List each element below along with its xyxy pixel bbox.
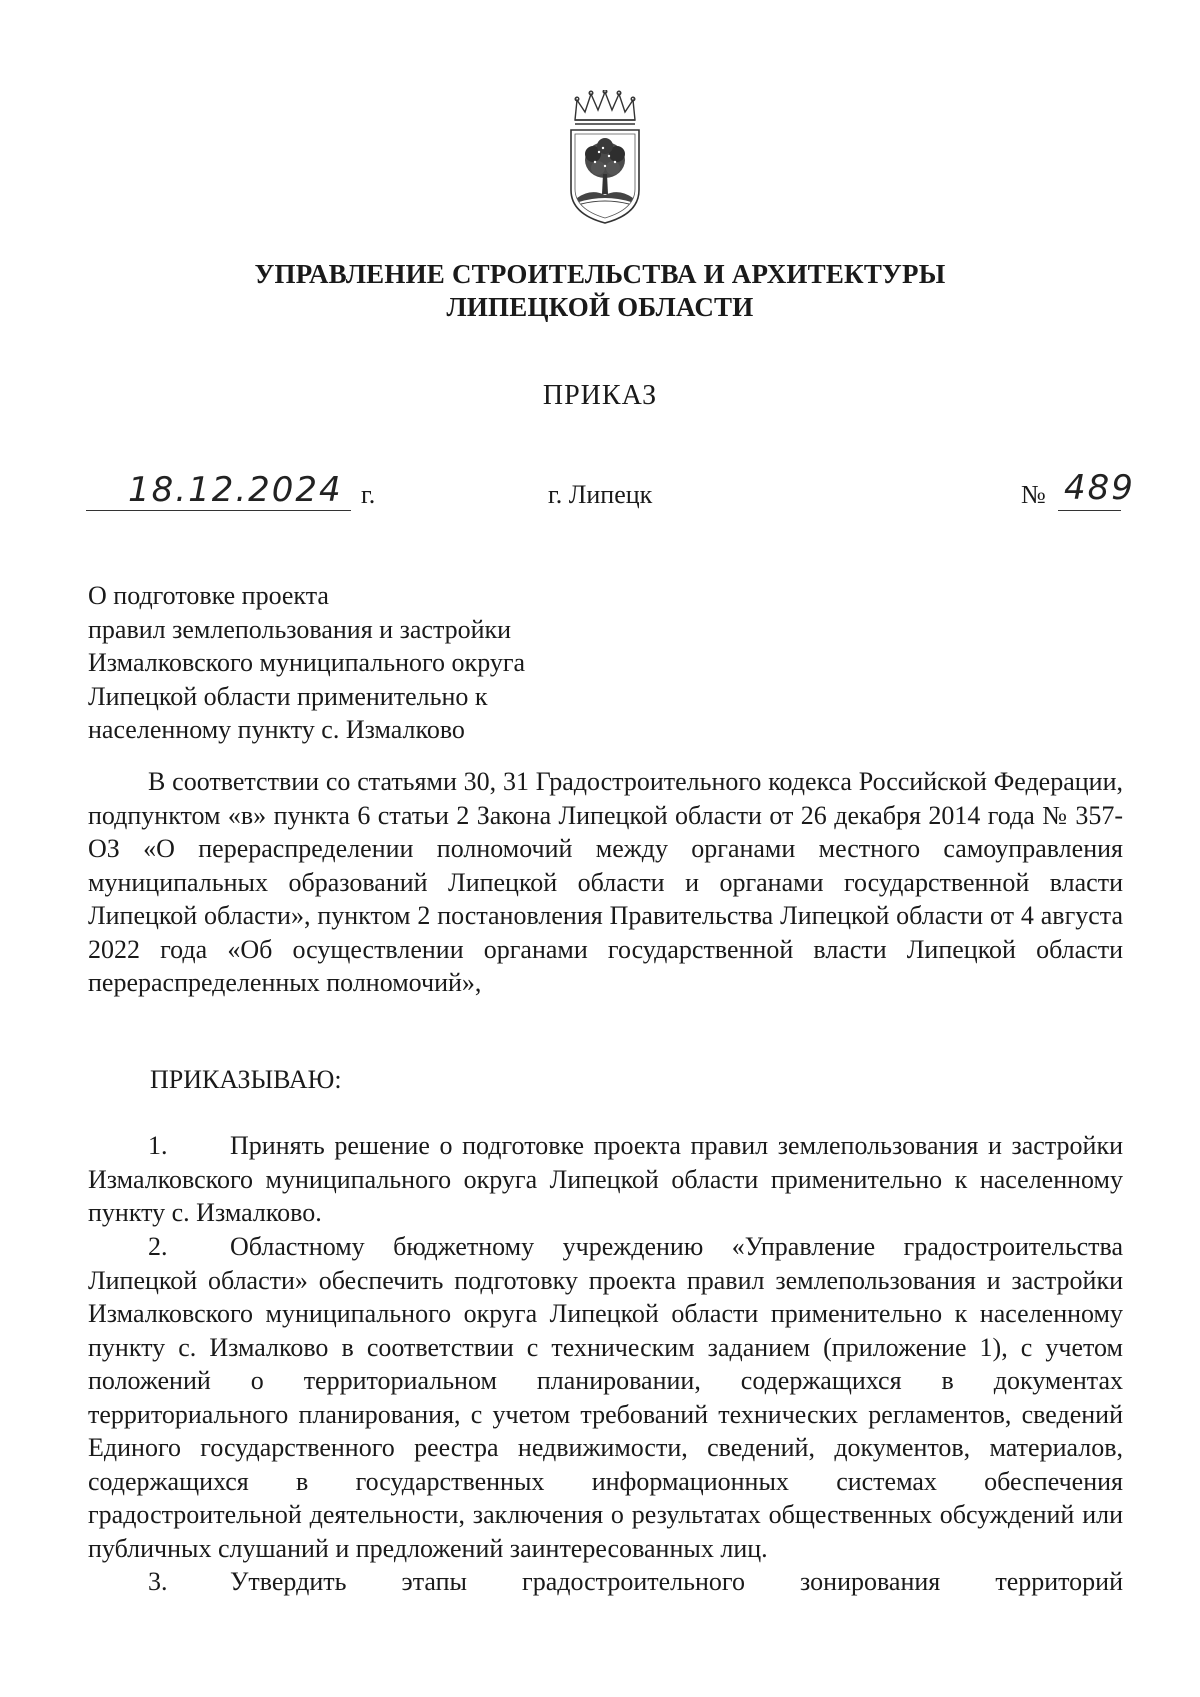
coat-of-arms-emblem — [565, 90, 645, 225]
order-item-text: Утвердить этапы градостроительного зонирования территорий — [230, 1567, 1123, 1596]
document-type: ПРИКАЗ — [542, 380, 658, 411]
order-item — [88, 1565, 1123, 1599]
organization-title-line-1: УПРАВЛЕНИЕ СТРОИТЕЛЬСТВА И АРХИТЕКТУРЫ — [254, 259, 946, 289]
order-word: ПРИКАЗЫВАЮ: — [150, 1065, 342, 1094]
order-item-number: 3. — [148, 1567, 168, 1596]
subject-line: правил землепользования и застройки — [88, 614, 512, 644]
handwritten-number: 489 — [1064, 468, 1135, 508]
legal-basis-paragraph: В соответствии со статьями 30, 31 Градостроительного кодекса Российской Федерации, подпунктом «в» пункта 6 статьи 2 Закона Липецкой области от 26 декабря 2014 года № 357-ОЗ «О перераспределении полномочий между органами местного самоуправления муниципальных образований Липецкой области и органами государственной власти Липецкой области», пунктом 2 постановления Правительства Липецкой области от 4 августа 2022 года «Об осуществлении органами государственной власти Липецкой области перераспределенных полномочий», — [88, 767, 1123, 997]
number-sign: № — [1021, 480, 1046, 509]
order-item-number: 1. — [148, 1131, 168, 1160]
subject-line: О подготовке проекта — [88, 581, 329, 610]
subject-line: Измалковского муниципального округа — [88, 648, 526, 677]
organization-title-line-2: ЛИПЕЦКОЙ ОБЛАСТИ — [446, 292, 754, 322]
subject-line: Липецкой области применительно к — [88, 681, 488, 711]
document-subject — [88, 579, 608, 747]
city-name: г. Липецк — [548, 480, 653, 509]
handwritten-date: 18.12.2024 — [128, 470, 343, 510]
order-item — [88, 1230, 1123, 1565]
order-item-text: Областному бюджетному учреждению «Управление градостроительства Липецкой области» обеспечить подготовку проекта правил землепользования и застройки Измалковского муниципального округа Липецкой области применительно к населенному пункту с. Измалково в соответствии с техническим заданием (приложение 1), с учетом положений о территориальном планировании, содержащихся в документах территориального планирования, с учетом требований технических регламентов, сведений Единого государственного реестра недвижимости, сведений, документов, материалов, содержащихся в государственных информационных системах обеспечения градостроительной деятельности, заключения о результатах общественных обсуждений или публичных слушаний и предложений заинтересованных лиц. — [88, 1232, 1123, 1563]
order-item-number: 2. — [148, 1232, 168, 1261]
organization-title — [0, 258, 1200, 324]
document-meta-row — [86, 468, 1135, 518]
order-item-text: Принять решение о подготовке проекта правил землепользования и застройки Измалковского муниципального округа Липецкой области применительно к населенному пункту с. Измалково. — [88, 1131, 1123, 1227]
subject-line: населенному пункту с. Измалково — [88, 715, 465, 744]
year-suffix: г. — [361, 480, 376, 509]
order-item — [88, 1129, 1123, 1230]
